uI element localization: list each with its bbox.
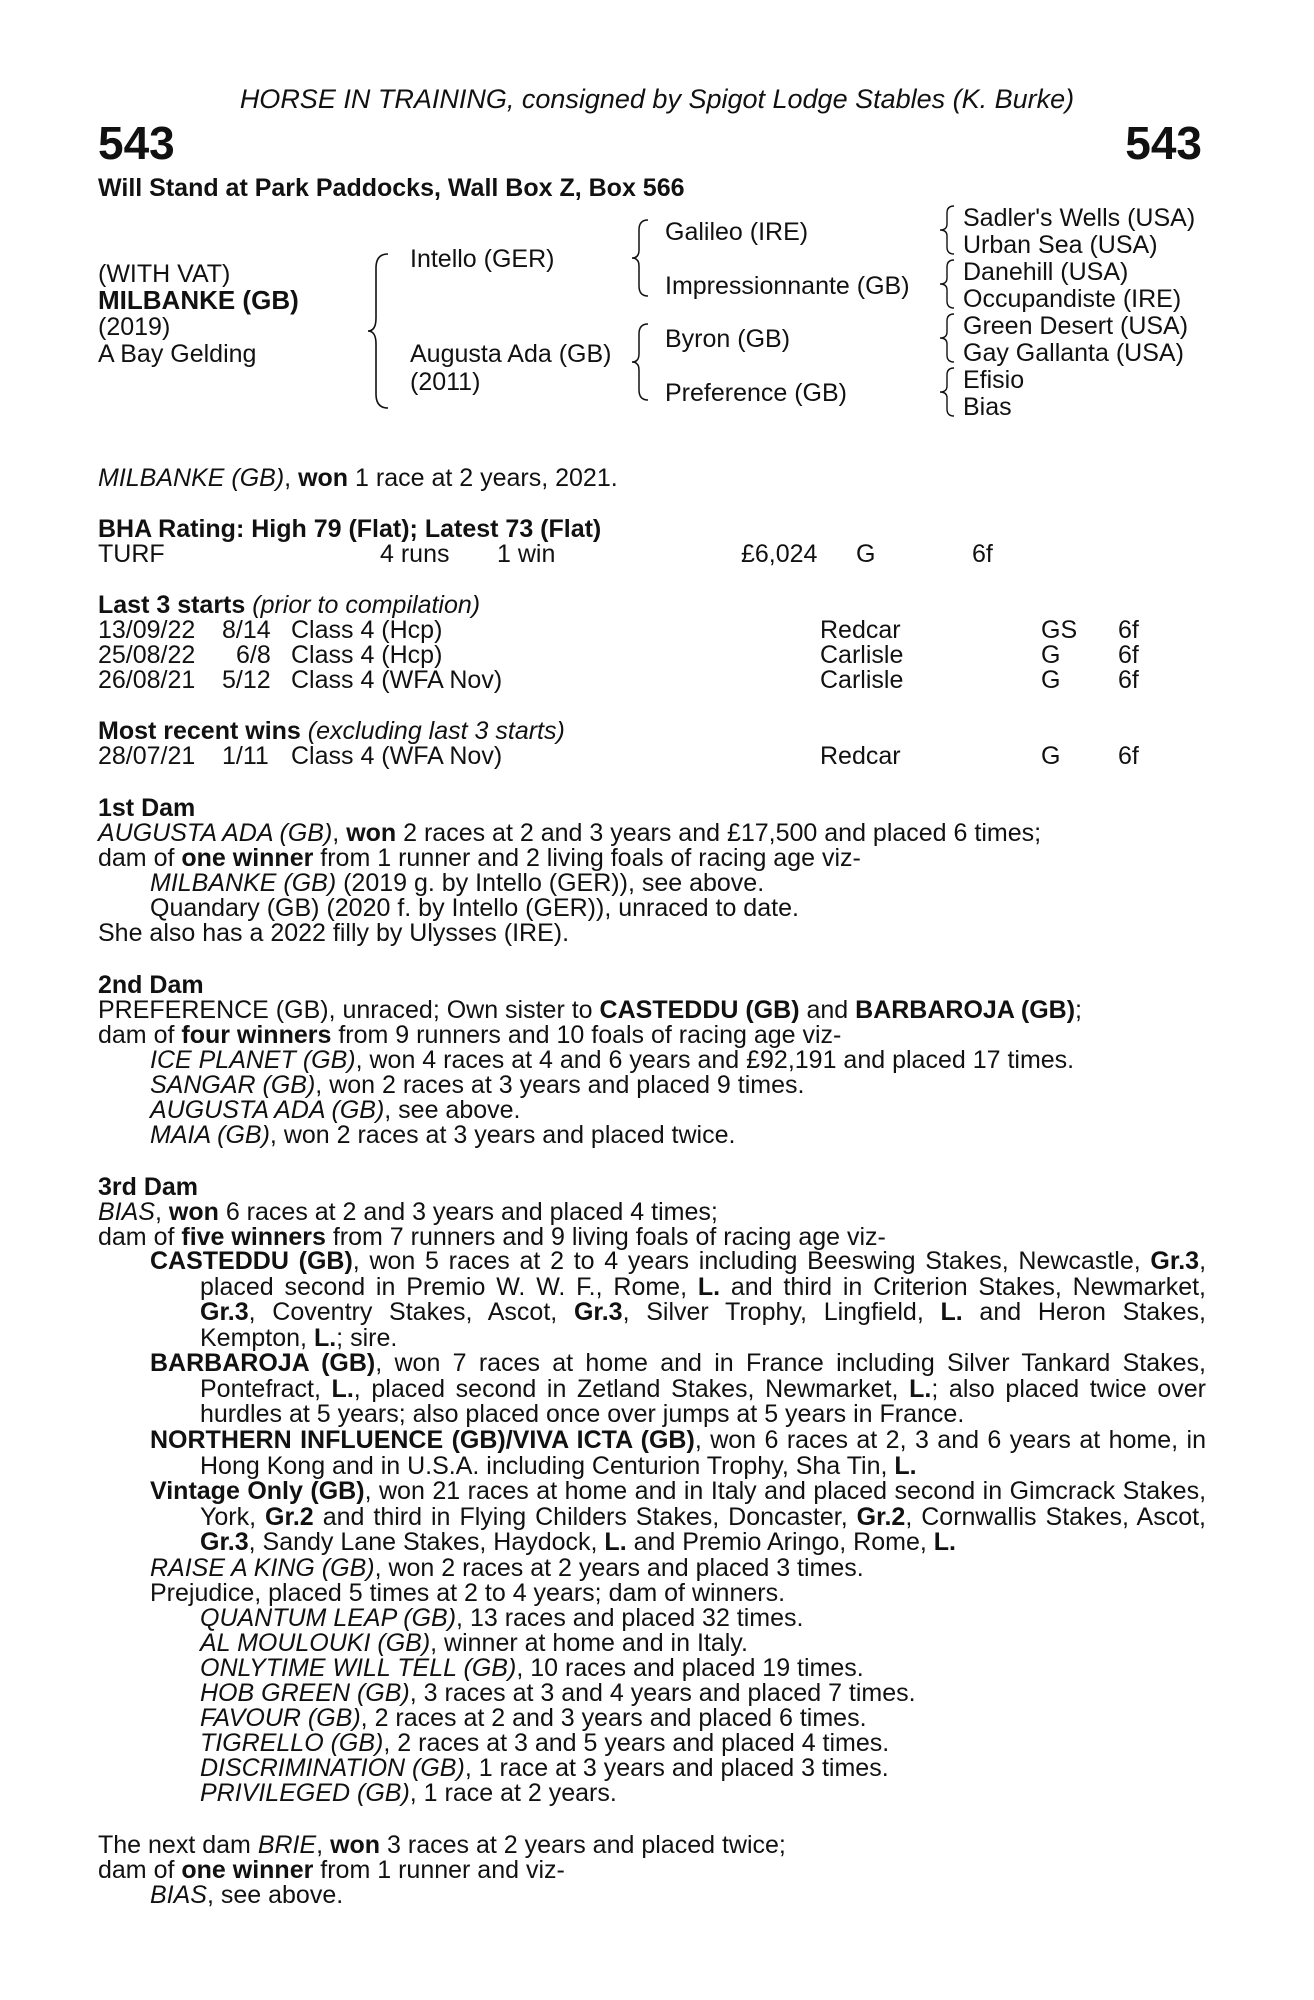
dam-year: (2011) (410, 368, 481, 396)
bracket-left-icon (368, 252, 390, 410)
list-item: Quandary (GB) (2020 f. by Intello (GER)), unraced to date. (150, 894, 799, 922)
horse-description: A Bay Gelding (98, 340, 257, 368)
granddam-2: Occupandiste (IRE) (963, 285, 1182, 313)
rating-wins: 1 win (497, 540, 556, 568)
recent-wins-heading: Most recent wins (excluding last 3 starts) (98, 717, 565, 745)
lot-number-right: 543 (1125, 117, 1202, 169)
bracket-dam-icon (632, 322, 650, 402)
list-item: CASTEDDU (GB), won 5 races at 2 to 4 years including Beeswing Stakes, Newcastle, Gr.3, placed second in Premio W. W. F., Rome, L. and third in Criterion Stakes, Newmarket, Gr.3, Coventry Stakes, Ascot, Gr.3, Silver Trophy, Lingfield, L. and Heron Stakes, Kempton, L.; sire. (150, 1247, 1207, 1352)
grandsire-3: Green Desert (USA) (963, 312, 1189, 340)
bracket-g3-icon (940, 312, 956, 364)
list-item: Prejudice, placed 5 times at 2 to 4 years; dam of winners. (150, 1579, 786, 1607)
second-dam-produce: dam of four winners from 9 runners and 10 foals of racing age viz- (98, 1021, 842, 1049)
dam: Augusta Ada (GB) (410, 340, 612, 368)
list-item: TIGRELLO (GB), 2 races at 3 and 5 years and placed 4 times. (200, 1729, 890, 1757)
first-dam-record: AUGUSTA ADA (GB), won 2 races at 2 and 3 years and £17,500 and placed 6 times; (98, 819, 1042, 847)
list-item: PRIVILEGED (GB), 1 race at 2 years. (200, 1779, 617, 1807)
dam-sire: Byron (GB) (665, 325, 791, 353)
granddam-4: Bias (963, 393, 1012, 421)
race-summary: MILBANKE (GB), won 1 race at 2 years, 2021. (98, 464, 618, 492)
grandsire-4: Efisio (963, 366, 1025, 394)
bracket-g4-icon (940, 366, 956, 418)
list-item: HOB GREEN (GB), 3 races at 3 and 4 years and placed 7 times. (200, 1679, 916, 1707)
first-dam-note: She also has a 2022 filly by Ulysses (IRE). (98, 919, 570, 947)
last-starts-heading: Last 3 starts (prior to compilation) (98, 591, 481, 619)
list-item: AL MOULOUKI (GB), winner at home and in Italy. (200, 1629, 748, 1657)
list-item: MILBANKE (GB) (2019 g. by Intello (GER)), see above. (150, 869, 765, 897)
list-item: BARBAROJA (GB), won 7 races at home and in France including Silver Tankard Stakes, Pontefract, L., placed second in Zetland Stakes, Newmarket, L.; also placed twice over hurdles at 5 years; also placed once over jumps at 5 years in France. (150, 1349, 1206, 1428)
third-dam-record: BIAS, won 6 races at 2 and 3 years and placed 4 times; (98, 1198, 718, 1226)
first-dam-heading: 1st Dam (98, 794, 196, 822)
sire-dam: Impressionnante (GB) (665, 272, 910, 300)
list-item: BIAS, see above. (150, 1881, 344, 1909)
granddam-3: Gay Gallanta (USA) (963, 339, 1184, 367)
catalogue-page: HORSE IN TRAINING, consigned by Spigot Lodge Stables (K. Burke) 543 543 Will Stand at Park Paddocks, Wall Box Z, Box 566 (WITH VAT) MILBANKE (GB) (2019) A Bay Gelding Intello (GER) Augusta Ada (GB) (2011) Galileo (IRE) Impressionnante (GB) Byron (GB) Preference (GB) Sadler's Wells (USA) Urban Sea (USA) Danehill (USA) Occupandiste (IRE) Green Desert (USA) Gay Gallanta (USA) Efisio Bias MILBANKE (GB), won 1 race at 2 years, 2021. BHA Rating: High 79 (Flat); Latest 73 (Flat) TURF 4 runs 1 win £6,024 G 6f Last 3 starts (prior to compilation) 13/09/22 8/14 Class 4 (Hcp) Redcar GS 6f 25/08/22 6/8 Class 4 (Hcp) Carlisle G 6f 26/08/21 5/12 Class 4 (WFA Nov) Carlisle G 6f Most recent wins (excluding last 3 starts) 28/07/21 1/11 Class 4 (WFA Nov) Redcar G 6f 1st Dam AUGUSTA ADA (GB), won 2 races at 2 and 3 years and £17,500 and placed 6 times; dam of one winner from 1 runner and 2 living foals of racing age viz- MILBANKE (GB) (2019 g. by Intello (GER)), see above. Quandary (GB) (2020 f. by Intello (GER)), unraced to date. She also has a 2022 filly by Ulysses (IRE). 2nd Dam PREFERENCE (GB), unraced; Own sister to CASTEDDU (GB) and BARBAROJA (GB); dam of four winners from 9 runners and 10 foals of racing age viz- ICE PLANET (GB), won 4 races at 4 and 6 years and £92,191 and placed 17 times. SANGAR (GB), won 2 races at 3 years and placed 9 times. AUGUSTA ADA (GB), see above. MAIA (GB), won 2 races at 3 years and placed twice. 3rd Dam BIAS, won 6 races at 2 and 3 years and placed 4 times; dam of five winners from 7 runners and 9 living foals of racing age viz- CASTEDDU (GB), won 5 races at 2 to 4 years including Beeswing Stakes, Newcastle, Gr.3, placed second in Premio W. W. F., Rome, L. and third in Criterion Stakes, Newmarket, Gr.3, Coventry Stakes, Ascot, Gr.3, Silver Trophy, Lingfield, L. and Heron Stakes, Kempton, L.; sire. BARBAROJA (GB), won 7 races at home and in France including Silver Tankard Stakes, Pontefract, L., placed second in Zetland Stakes, Newmarket, L.; also placed twice over hurdles at 5 years; also placed once over jumps at 5 years in France. NORTHERN INFLUENCE (GB)/VIVA ICTA (GB), won 6 races at 2, 3 and 6 years at home, in Hong Kong and in U.S.A. including Centurion Trophy, Sha Tin, L. Vintage Only (GB), won 21 races at home and in Italy and placed second in Gimcrack Stakes, York, Gr.2 and third in Flying Childers Stakes, Doncaster, Gr.2, Cornwallis Stakes, Ascot, Gr.3, Sandy Lane Stakes, Haydock, L. and Premio Aringo, Rome, L. RAISE A KING (GB), won 2 races at 2 years and placed 3 times. Prejudice, placed 5 times at 2 to 4 years; dam of winners. QUANTUM LEAP (GB), 13 races and placed 32 times. AL MOULOUKI (GB), winner at home and in Italy. ONLYTIME WILL TELL (GB), 10 races and placed 19 times. HOB GREEN (GB), 3 races at 3 and 4 years and placed 7 times. FAVOUR (GB), 2 races at 2 and 3 years and placed 6 times. TIGRELLO (GB), 2 races at 3 and 5 years and placed 4 times. DISCRIMINATION (GB), 1 race at 3 years and placed 3 times. PRIVILEGED (GB), 1 race at 2 years. The next dam BRIE, won 3 races at 2 years and placed twice; dam of one winner from 1 runner and viz- BIAS, see above. (0, 0, 1314, 2000)
list-item: SANGAR (GB), won 2 races at 3 years and placed 9 times. (150, 1071, 805, 1099)
list-item: Vintage Only (GB), won 21 races at home and in Italy and placed second in Gimcrack Stakes, York, Gr.2 and third in Flying Childers Stakes, Doncaster, Gr.2, Cornwallis Stakes, Ascot, Gr.3, Sandy Lane Stakes, Haydock, L. and Premio Aringo, Rome, L. (150, 1477, 1207, 1556)
sire: Intello (GER) (410, 245, 555, 273)
list-item: FAVOUR (GB), 2 races at 2 and 3 years and placed 6 times. (200, 1704, 867, 1732)
list-item: DISCRIMINATION (GB), 1 race at 3 years and placed 3 times. (200, 1754, 889, 1782)
next-dam-record: The next dam BRIE, won 3 races at 2 years and placed twice; (98, 1831, 786, 1859)
list-item: AUGUSTA ADA (GB), see above. (150, 1096, 521, 1124)
granddam-1: Urban Sea (USA) (963, 231, 1158, 259)
bracket-sire-icon (632, 218, 650, 298)
first-dam-produce: dam of one winner from 1 runner and 2 living foals of racing age viz- (98, 844, 861, 872)
grandsire-1: Sadler's Wells (USA) (963, 204, 1196, 232)
stand-location: Will Stand at Park Paddocks, Wall Box Z, Box 566 (98, 174, 685, 202)
horse-year: (2019) (98, 313, 171, 341)
list-item: ICE PLANET (GB), won 4 races at 4 and 6 years and £92,191 and placed 17 times. (150, 1046, 1075, 1074)
third-dam-produce: dam of five winners from 7 runners and 9 living foals of racing age viz- (98, 1223, 886, 1251)
next-dam-produce: dam of one winner from 1 runner and viz- (98, 1856, 565, 1884)
rating-runs: 4 runs (380, 540, 450, 568)
list-item: MAIA (GB), won 2 races at 3 years and placed twice. (150, 1121, 736, 1149)
rating-prize: £6,024 (741, 540, 818, 568)
second-dam-record: PREFERENCE (GB), unraced; Own sister to CASTEDDU (GB) and BARBAROJA (GB); (98, 996, 1082, 1024)
rating-going: G (856, 540, 876, 568)
lot-number-left: 543 (98, 117, 175, 169)
bracket-g2-icon (940, 258, 956, 310)
grandsire-2: Danehill (USA) (963, 258, 1129, 286)
dam-dam: Preference (GB) (665, 379, 848, 407)
consignment-header: HORSE IN TRAINING, consigned by Spigot Lodge Stables (K. Burke) (239, 84, 1075, 114)
bha-rating: BHA Rating: High 79 (Flat); Latest 73 (Flat) (98, 515, 602, 543)
rating-distance: 6f (972, 540, 993, 568)
list-item: NORTHERN INFLUENCE (GB)/VIVA ICTA (GB), won 6 races at 2, 3 and 6 years at home, in Hong Kong and in U.S.A. including Centurion Trophy, Sha Tin, L. (150, 1426, 1206, 1480)
bracket-g1-icon (940, 204, 956, 256)
rating-surface: TURF (98, 540, 165, 568)
third-dam-heading: 3rd Dam (98, 1173, 199, 1201)
sire-sire: Galileo (IRE) (665, 218, 809, 246)
list-item: RAISE A KING (GB), won 2 races at 2 years and placed 3 times. (150, 1554, 864, 1582)
list-item: QUANTUM LEAP (GB), 13 races and placed 32 times. (200, 1604, 804, 1632)
vat-note: (WITH VAT) (98, 260, 231, 288)
horse-name: MILBANKE (GB) (98, 285, 299, 315)
list-item: ONLYTIME WILL TELL (GB), 10 races and placed 19 times. (200, 1654, 864, 1682)
second-dam-heading: 2nd Dam (98, 971, 204, 999)
